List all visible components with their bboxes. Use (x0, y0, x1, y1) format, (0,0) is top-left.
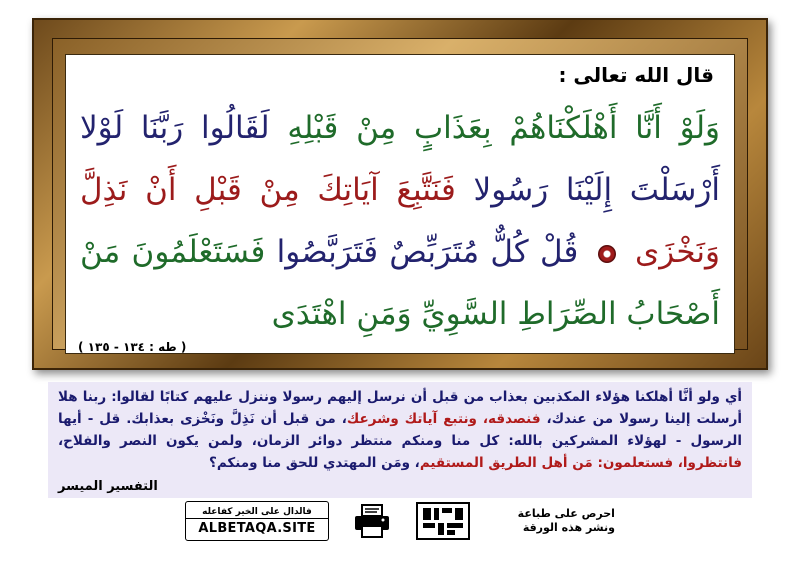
tafsir-source: التفسير الميسر (58, 479, 158, 494)
print-advice: احرص على طباعة ونشر هذه الورقة (517, 507, 615, 534)
verse-reference: ( طه : ١٣٤ - ١٣٥ ) (78, 340, 187, 354)
tafsir-part: ، ومَن المهتدي للحق منا ومنكم؟ (209, 455, 420, 471)
tafsir-part: أي ولو أنَّا أهلكنا هؤلاء المكذبين بعذاب من قبل أن نرسل إليهم رسولا وننزل عليهم كتابًا لقالوا: ربنا هلا أرسلت إلينا رسولا من عندك، (58, 389, 742, 427)
verse-segment: قُلْ كُلٌّ مُتَرَبِّصٌ فَتَرَبَّصُوا (265, 234, 579, 270)
site-url[interactable]: ALBETAQA.SITE (198, 520, 316, 536)
tafsir-highlight: مَن أهل الطريق المستقيم (419, 455, 593, 471)
tafsir-text (58, 386, 742, 474)
tafsir-part: ، من قبل أن نَذِلَّ ونَخْزى بعذابك. قل - أيها الرسول - لهؤلاء المشركين بالله: كل منا ومنكم منتظر دوائر الزمان، ولمن يكون النصر والفلاح، (58, 411, 742, 449)
verse-segment: لَقَالُوا رَبَّنَا لَوْلا أَرْسَلْتَ إِلَيْنَا رَسُولا (80, 110, 720, 208)
tafsir-highlight: فانتظروا، فستعلمون: (592, 455, 742, 471)
verse-segment: فَسَتَعْلَمُونَ مَنْ أَصْحَابُ الصِّرَاطِ السَّوِيِّ وَمَنِ اهْتَدَى (80, 234, 720, 332)
printer-icon (352, 501, 392, 541)
verse-segment: فَنَتَّبِعَ آيَاتِكَ مِنْ قَبْلِ أَنْ نَذِلَّ وَنَخْزَى (80, 172, 720, 270)
verse-intro: قال الله تعالى : (558, 63, 714, 87)
verse-text (80, 97, 720, 345)
footer (185, 500, 615, 542)
tafsir-panel (48, 382, 752, 498)
site-box[interactable] (185, 501, 329, 541)
verse-segment: وَلَوْ أَنَّا أَهْلَكْنَاهُمْ بِعَذَابٍ مِنْ قَبْلِهِ (269, 110, 721, 146)
tafsir-highlight: فنصدقه، ونتبع آياتك وشرعك (346, 411, 541, 427)
ayah-separator-icon (598, 245, 616, 263)
site-slogan: فالدال على الخير كفاعله (186, 507, 328, 519)
verse-panel (65, 54, 735, 354)
albetaqa-logo (414, 501, 472, 541)
